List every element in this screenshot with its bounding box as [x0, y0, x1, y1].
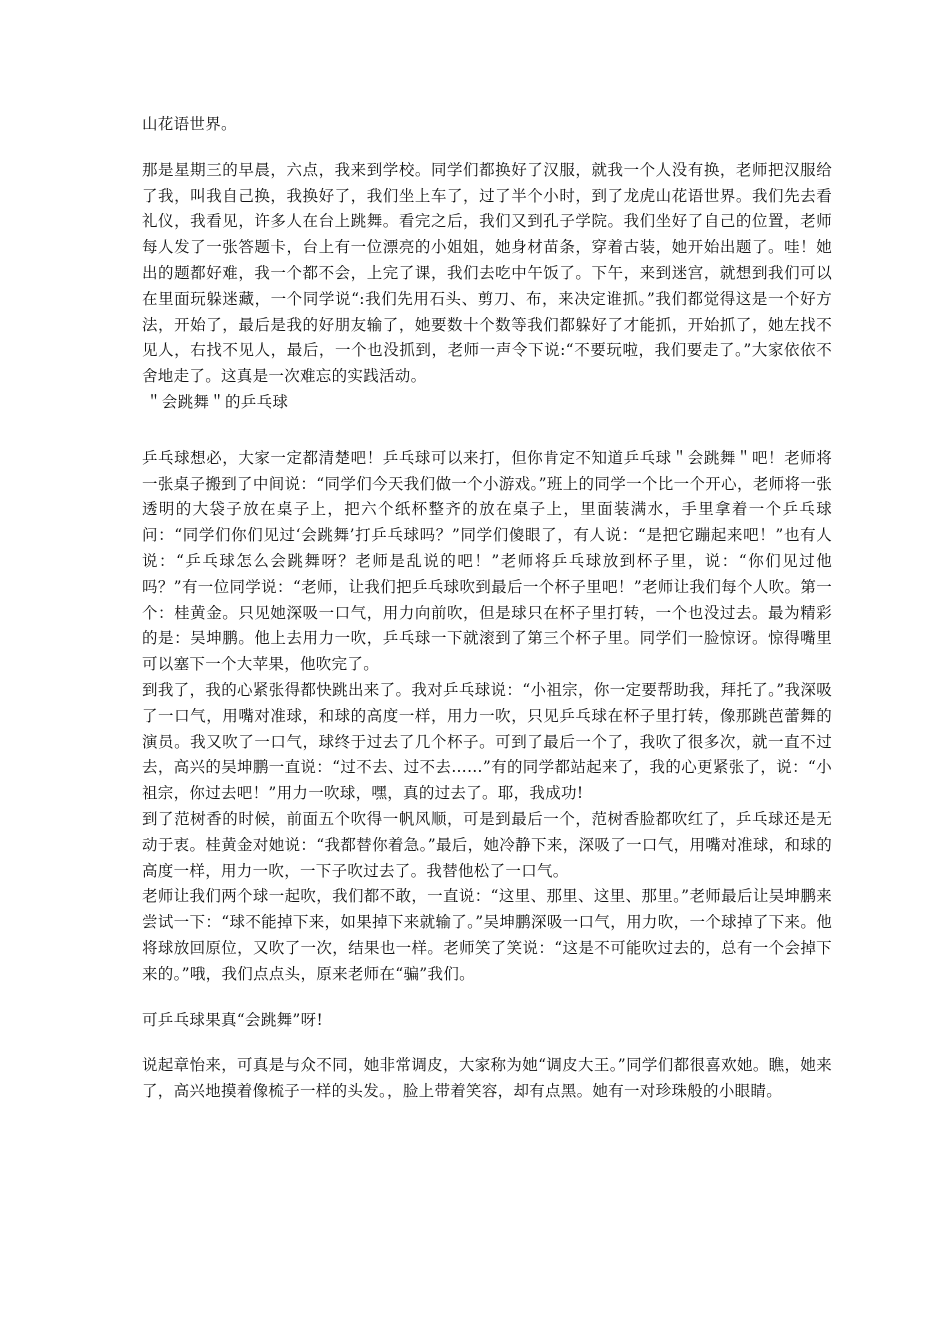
paragraph-my-turn: 到我了，我的心紧张得都快跳出来了。我对乒乓球说：“小祖宗，你一定要帮助我，拜托了。”我深吸了一口气，用嘴对准球，和球的高度一样，用力一吹，只见乒乓球在杯子里打转，像那跳芭蕾舞的演员。我又吹了一口气，球终于过去了几个杯子。可到了最后一个了，我吹了很多次，就一直不过去，高兴的吴坤鹏一直说：“过不去、过不去……”有的同学都站起来了，我的心更紧张了，说：“小祖宗，你过去吧！”用力一吹球，嘿，真的过去了。耶，我成功!: [142, 680, 832, 803]
section-heading-dancing-ball: ＂会跳舞＂的乒乓球: [146, 392, 289, 411]
document-page: [142, 112, 832, 1105]
paragraph-field-trip: 那是星期三的早晨，六点，我来到学校。同学们都换好了汉服，就我一个人没有换，老师把汉服给了我，叫我自己换，我换好了，我们坐上车了，过了半个小时，到了龙虎山花语世界。我们先去看礼仪，我看见，许多人在台上跳舞。看完之后，我们又到孔子学院。我们坐好了自己的位置，老师每人发了一张答题卡，台上有一位漂亮的小姐姐，她身材苗条，穿着古装，她开始出题了。哇！她出的题都好难，我一个都不会，上完了课，我们去吃中午饭了。下午，来到迷宫，就想到我们可以在里面玩躲迷藏，一个同学说“:我们先用石头、剪刀、布，来决定谁抓。”我们都觉得这是一个好方法，开始了，最后是我的好朋友输了，她要数十个数等我们都躲好了才能抓，开始抓了，她左找不见人，右找不见人，最后，一个也没抓到，老师一声令下说:“不要玩啦，我们要走了。”大家依依不舍地走了。这真是一次难忘的实践活动。: [142, 160, 832, 386]
paragraph-ball-game-intro: 乒乓球想必，大家一定都清楚吧！乒乓球可以来打，但你肯定不知道乒乓球＂会跳舞＂吧！老师将一张桌子搬到了中间说：“同学们今天我们做一个小游戏。”班上的同学一个比一个开心，老师将一张透明的大袋子放在桌子上，把六个纸杯整齐的放在桌子上，里面装满水，手里拿着一个乒乓球问：“同学们你们见过‘会跳舞’打乒乓球吗？”同学们傻眼了，有人说：“是把它蹦起来吧！”也有人说：“乒乓球怎么会跳舞呀？老师是乱说的吧！”老师将乒乓球放到杯子里，说：“你们见过他吗？”有一位同学说：“老师，让我们把乒乓球吹到最后一个杯子里吧！”老师让我们每个人吹。第一个：桂黄金。只见她深吸一口气，用力向前吹，但是球只在杯子里打转，一个也没过去。最为精彩的是：吴坤鹏。他上去用力一吹，乒乓球一下就滚到了第三个杯子里。同学们一脸惊讶。惊得嘴里可以塞下一个大苹果，他吹完了。: [142, 448, 832, 674]
paragraph-fan-shuxiang: 到了范树香的时候，前面五个吹得一帆风顺，可是到最后一个，范树香脸都吹红了，乒乓球还是无动于衷。桂黄金对她说：“我都替你着急。”最后，她冷静下来，深吸了一口气，用嘴对准球，和球的高度一样，用力一吹，一下子吹过去了。我替他松了一口气。: [142, 809, 832, 880]
paragraph-zhang-yi: 说起章怡来，可真是与众不同，她非常调皮，大家称为她“调皮大王。”同学们都很喜欢她。瞧，她来了，高兴地摸着像梳子一样的头发。，脸上带着笑容，却有点黑。她有一对珍珠般的小眼睛。: [142, 1056, 832, 1101]
paragraph-conclusion: 可乒乓球果真“会跳舞”呀!: [142, 1010, 323, 1029]
paragraph-two-balls: 老师让我们两个球一起吹，我们都不敢，一直说：“这里、那里、这里、那里。”老师最后让吴坤鹏来尝试一下：“球不能掉下来，如果掉下来就输了。”吴坤鹏深吸一口气，用力吹，一个球掉了下来。他将球放回原位，又吹了一次，结果也一样。老师笑了笑说：“这是不可能吹过去的，总有一个会掉下来的。”哦，我们点点头，原来老师在“骗”我们。: [142, 887, 832, 983]
paragraph-intro-title: 山花语世界。: [142, 115, 237, 133]
